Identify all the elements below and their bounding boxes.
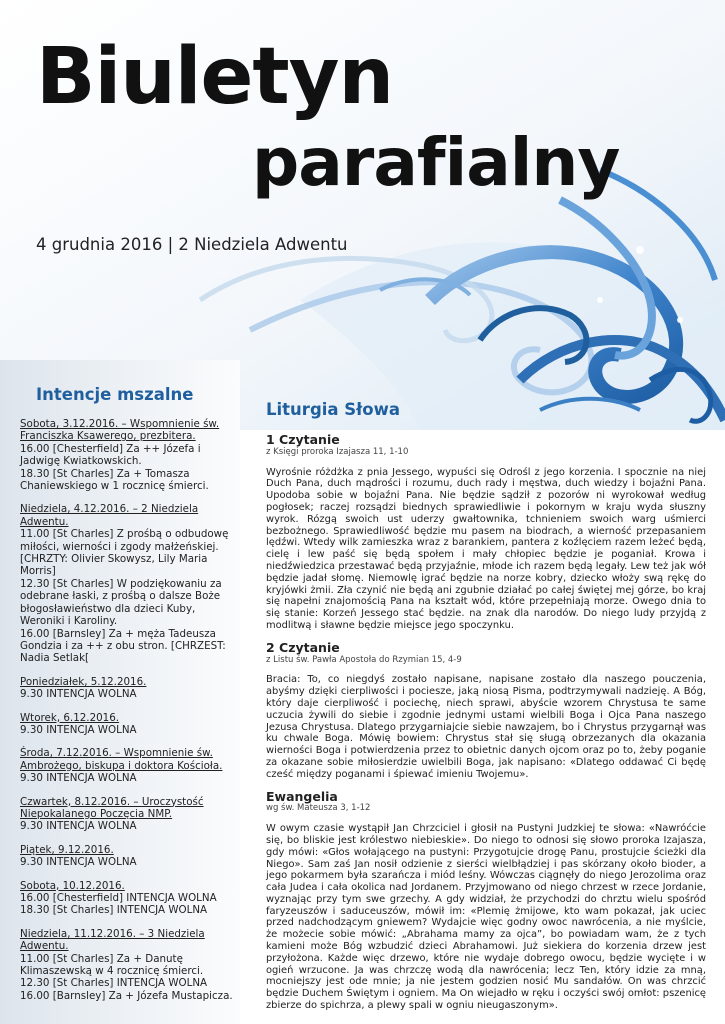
date-line: 4 grudnia 2016 | 2 Niedziela Adwentu bbox=[36, 235, 348, 254]
intention-day-block bbox=[20, 418, 238, 492]
intention-day-block bbox=[20, 503, 238, 664]
intention-day-heading: Środa, 7.12.2016. – Wspomnienie św. Ambrożego, biskupa i doktora Kościoła. bbox=[20, 747, 223, 772]
reading-heading: 1 Czytanie bbox=[266, 432, 340, 447]
intention-mass-line: 9.30 INTENCJA WOLNA bbox=[20, 772, 137, 785]
intention-mass-line: 16.00 [Chesterfield] Za ++ Józefa i Jadwigę Kwiatkowskich. bbox=[20, 442, 201, 468]
reading-heading: Ewangelia bbox=[266, 788, 338, 804]
intention-day-heading: Piątek, 9.12.2016. bbox=[20, 843, 114, 856]
intention-mass-line: 18.30 [St Charles] INTENCJA WOLNA bbox=[20, 904, 208, 917]
intention-day-heading: Sobota, 3.12.2016. – Wspomnienie św. Franciszka Ksawerego, prezbitera. bbox=[20, 418, 220, 443]
intention-mass-line: 9.30 INTENCJA WOLNA bbox=[20, 723, 137, 736]
reading-source: z Księgi proroka Izajasza 11, 1-10 bbox=[266, 446, 409, 457]
intention-day-heading: Czwartek, 8.12.2016. – Uroczystość Niepokalanego Poczęcia NMP. bbox=[20, 795, 204, 820]
reading-source: z Listu św. Pawła Apostoła do Rzymian 15, 4-9 bbox=[266, 654, 462, 665]
intention-mass-line: 16.00 [Barnsley] Za + Józefa Mustapicza. bbox=[20, 989, 233, 1002]
intention-mass-line: 9.30 INTENCJA WOLNA bbox=[20, 688, 137, 701]
liturgy-heading: Liturgia Słowa bbox=[266, 400, 401, 419]
bulletin-subtitle: parafialny bbox=[252, 124, 620, 201]
reading-text: W owym czasie wystąpił Jan Chrzciciel i głosił na Pustyni Judzkiej te słowa: «Nawróćcie się, bo bliskie jest królestwo niebieskie». Do niego to odnosi się słowo proroka Izajasza, gdy mówi: «Głos wołającego na pustyni: Przygotujcie drogę Panu, prostujcie ścieżki dla Niego». Sam zaś Jan nosił odzienie z sierści wielbłądziej i pas skórzany około bioder, a jego pokarmem była szarańcza i miód leśny. Wówczas ciągnęły do niego Jerozolima oraz cała Judea i cała okolica nad Jordanem. Przyjmowano od niego chrzest w rzece Jordanie, wyznając przy tym swe grzechy. A gdy widział, że przychodzi do chrztu wielu spośród faryzeuszów i saduceuszów, mówił im: «Plemię żmijowe, kto wam pokazał, jak uciec przed nadchodzącym gniewem? Wydajcie więc godny owoc nawrócenia, a nie myślcie, że możecie sobie mówić: „Abrahama mamy za ojca”, bo powiadam wam, że z tych kamieni może Bóg wzbudzić dzieci Abrahamowi. Już siekiera do korzenia drzew jest przyłożona. Każde więc drzewo, które nie wydaje dobrego owocu, będzie wycięte i w ogień wrzucone. Ja was chrzczę wodą dla nawrócenia; lecz Ten, który idzie za mną, mocniejszy jest ode mnie; ja nie jestem godzien nosić Mu sandałów. On was chrzcić będzie Duchem Świętym i ogniem. Ma On wiejadło w ręku i oczyści swój omłot: pszenicę zbierze do spichrza, a plewy spali w ogniu nieugaszonym». bbox=[266, 823, 706, 1012]
reading-heading: 2 Czytanie bbox=[266, 639, 340, 655]
intention-mass-line: 11.00 [St Charles] Z prośbą o odbudowę miłości, wierności i zgody małżeńskiej. [CHRZTY: Olivier Skowysz, Lily Maria Morris] bbox=[20, 528, 229, 578]
intention-day-block bbox=[20, 676, 238, 701]
intention-mass-line: 12.30 [St Charles] INTENCJA WOLNA bbox=[20, 977, 208, 990]
intention-day-heading: Wtorek, 6.12.2016. bbox=[20, 711, 120, 724]
intention-mass-line: 9.30 INTENCJA WOLNA bbox=[20, 820, 137, 833]
intention-day-heading: Niedziela, 4.12.2016. – 2 Niedziela Adwentu. bbox=[20, 503, 199, 528]
reading-text: Bracia: To, co niegdyś zostało napisane, napisane zostało dla naszego pouczenia, abyśmy dzięki cierpliwości i pociesze, jaką niosą Pisma, podtrzymywali nadzieję. A Bóg, który daje cierpliwość i pociechę, niech sprawi, abyście wzorem Chrystusa te same uczucia żywili do siebie i zgodnie jednymi ustami wielbili Boga i Ojca Pana naszego Jezusa Chrystusa. Dlatego przygarniajcie siebie nawzajem, bo i Chrystus przygarnął was ku chwale Boga. Mówię bowiem: Chrystus stał się sługą obrzezanych dla okazania wierności Boga i potwierdzenia przez to obietnic danych ojcom oraz po to, żeby poganie za okazane sobie miłosierdzie uwielbili Boga, jak napisano: «Dlatego oddawać Ci będę cześć między poganami i śpiewać imieniu Twojemu». bbox=[266, 674, 706, 780]
reading-text: Wyrośnie różdżka z pnia Jessego, wypuści się Odrośl z jego korzenia. I spocznie na niej Duch Pana, duch mądrości i rozumu, duch rady i męstwa, duch wiedzy i bojaźni Pana. Upodoba sobie w bojaźni Pana. Nie będzie sądził z pozorów ni wyrokował według pogłosek; raczej rozsądzi biednych sprawiedliwie i pokornym w kraju wyda słuszny wyrok. Rózgą swoich ust uderzy gwałtownika, tchnieniem swoich warg uśmierci bezbożnego. Sprawiedliwość będzie mu pasem na biodrach, a wierność przepasaniem lędźwi. Wtedy wilk zamieszka wraz z barankiem, pantera z koźlęciem razem leżeć będą, cielę i lew paść się będą społem i mały chłopiec będzie je poganiał. Krowa i niedźwiedzica przestawać będą przyjaźnie, młode ich razem będą legały. Lew też jak wół będzie jadał słomę. Niemowlę igrać będzie na norze kobry, dziecko włoży swą rękę do kryjówki żmii. Zła czynić nie będą ani zgubnie działać po całej świętej mej górze, bo kraj się napełni znajomością Pana na kształt wód, które przepełniają morze. Owego dnia to się stanie: Korzeń Jessego stać będzie. na znak dla narodów. Do niego ludy przyjdą z modlitwą i sławne będzie miejsce jego spoczynku. bbox=[266, 466, 706, 631]
intention-mass-line: 18.30 [St Charles] Za + Tomasza Chaniewskiego w 1 rocznicę śmierci. bbox=[20, 467, 209, 493]
bulletin-title: Biuletyn bbox=[36, 32, 394, 122]
intention-day-block bbox=[20, 844, 238, 869]
intention-day-block bbox=[20, 880, 238, 917]
intention-day-heading: Sobota, 10.12.2016. bbox=[20, 879, 125, 892]
readings-column bbox=[266, 430, 706, 1022]
intention-day-heading: Niedziela, 11.12.2016. – 3 Niedziela Adwentu. bbox=[20, 927, 205, 953]
intention-day-block bbox=[20, 747, 238, 784]
intention-mass-line: 11.00 [St Charles] Za + Danutę Klimaszewską w 4 rocznicę śmierci. bbox=[20, 952, 204, 978]
reading-source: wg św. Mateusza 3, 1-12 bbox=[266, 803, 371, 814]
intention-mass-line: 16.00 [Chesterfield] INTENCJA WOLNA bbox=[20, 892, 217, 904]
intention-mass-line: 16.00 [Barnsley] Za + męża Tadeusza Gondzia i za ++ z obu stron. [CHRZEST: Nadia Setlak[ bbox=[20, 627, 226, 665]
intention-day-block bbox=[20, 712, 238, 737]
intention-mass-line: 9.30 INTENCJA WOLNA bbox=[20, 856, 137, 869]
intentions-list bbox=[20, 418, 238, 1013]
intention-day-block bbox=[20, 928, 238, 1002]
intention-day-block bbox=[20, 796, 238, 833]
intentions-heading: Intencje mszalne bbox=[36, 385, 194, 404]
intention-day-heading: Poniedziałek, 5.12.2016. bbox=[20, 675, 147, 688]
intention-mass-line: 12.30 [St Charles] W podziękowaniu za odebrane łaski, z prośbą o dalsze Boże błogosławieństwo dla dzieci Kuby, Weroniki i Karoliny. bbox=[20, 577, 222, 628]
